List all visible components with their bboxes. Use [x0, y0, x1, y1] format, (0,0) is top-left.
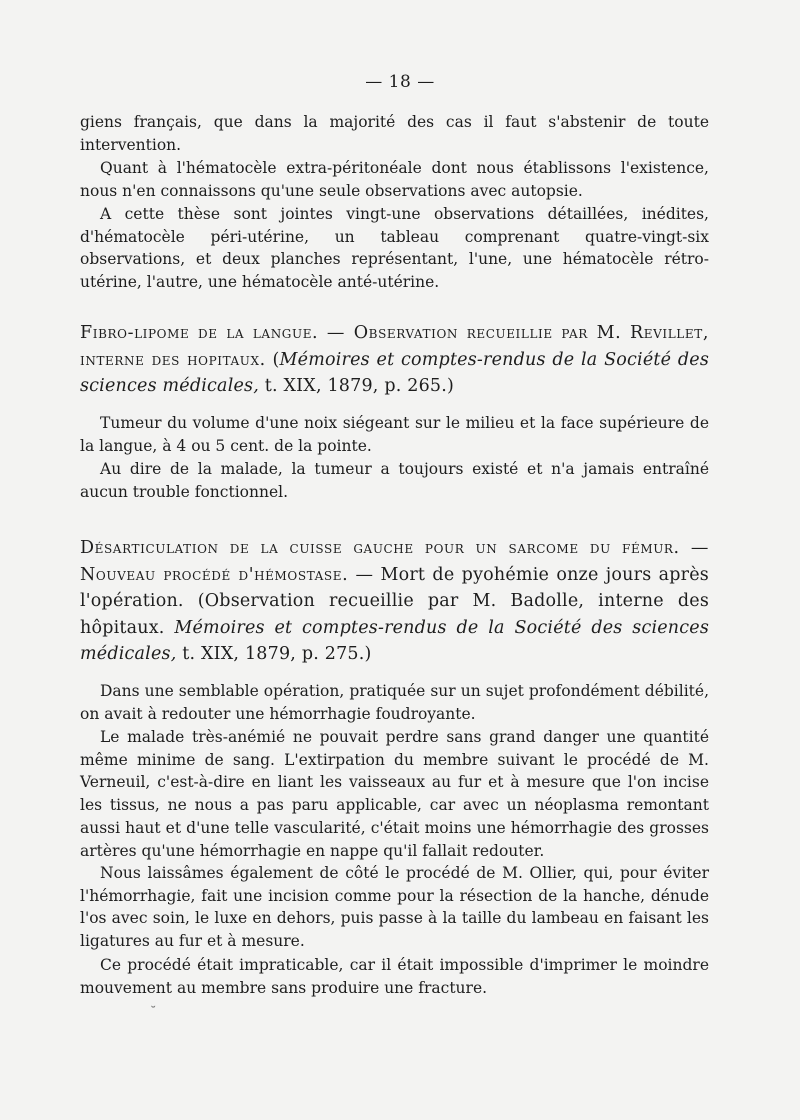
paragraph-thesis-observations: A cette thèse sont jointes vingt-une observations détaillées, inédites, d'hématocèle péri-utérine, un tableau comprenant quatre-vingt-six observations, et deux planches représentant, l'une, une hématocèle rétro-utérine, l'autre, une hématocèle anté-utérine.: [80, 205, 709, 292]
section-title-main: Fibro-lipome de la langue. — Observation recueillie par M. Revillet, interne des hopitaux.: [80, 323, 709, 370]
paragraph-tumeur: Tumeur du volume d'une noix siégeant sur le milieu et la face supérieure de la langue, à 4 ou 5 cent. de la pointe.: [80, 414, 709, 455]
paragraph-procede-ollier: Nous laissâmes également de côté le procédé de M. Ollier, qui, pour éviter l'hémorrhagie, fait une incision comme pour la résection de la hanche, dénude l'os avec soin, le luxe en dehors, puis passe à la taille du lambeau en faisant les ligatures au fur et à mesure.: [80, 864, 709, 951]
section-title-desarticulation: [80, 535, 709, 668]
paragraph-au-dire: Au dire de la malade, la tumeur a toujours existé et n'a jamais entraîné aucun trouble fonctionnel.: [80, 460, 709, 501]
section-title-continued: — Mort de pyohémie onze jours après l'opération. (Observation recueillie par M. Badolle, interne des hôpitaux.: [80, 564, 709, 638]
paragraph-continuation: giens français, que dans la majorité des cas il faut s'abstenir de toute intervention.: [80, 113, 709, 154]
source-journal: Mémoires et comptes-rendus de la Société des sciences médicales,: [80, 349, 709, 396]
paragraph-semblable-operation: Dans une semblable opération, pratiquée sur un sujet profondément débilité, on avait à redouter une hémorrhagie foudroyante.: [80, 682, 709, 723]
source-open-paren: (: [272, 349, 280, 370]
paragraph-hematocele-extraperitoneale: Quant à l'hématocèle extra-péritonéale dont nous établissons l'existence, nous n'en connaissons qu'une seule observations avec autopsie.: [80, 159, 709, 200]
source-reference: t. XIX, 1879, p. 275.): [176, 644, 372, 664]
source-journal: Mémoires et comptes-rendus de la Société des sciences médicales,: [80, 617, 710, 664]
ink-speck-mark: ˘: [150, 1005, 157, 1020]
paragraph-procede-impraticable: Ce procédé était impraticable, car il était impossible d'imprimer le moindre mouvement au membre sans produire une fracture.: [80, 956, 709, 997]
page-number: — 18 —: [365, 72, 435, 92]
source-reference: t. XIX, 1879, p. 265.): [259, 376, 455, 396]
section-title-fibro-lipome: [80, 320, 709, 400]
section-title-main: Désarticulation de la cuisse gauche pour un sarcome du fémur. — Nouveau procédé d'hémostase.: [80, 538, 709, 585]
paragraph-malade-anemie: Le malade très-anémié ne pouvait perdre sans grand danger une quantité même minime de sang. L'extirpation du membre suivant le procédé de M. Verneuil, c'est-à-dire en liant les vaisseaux au fur et à mesure que l'on incise les tissus, ne nous a pas paru applicable, car avec un néoplasma remontant aussi haut et d'une telle vascularité, c'était moins une hémorrhagie des grosses artères qu'une hémorrhagie en nappe qu'il fallait redouter.: [80, 728, 709, 860]
